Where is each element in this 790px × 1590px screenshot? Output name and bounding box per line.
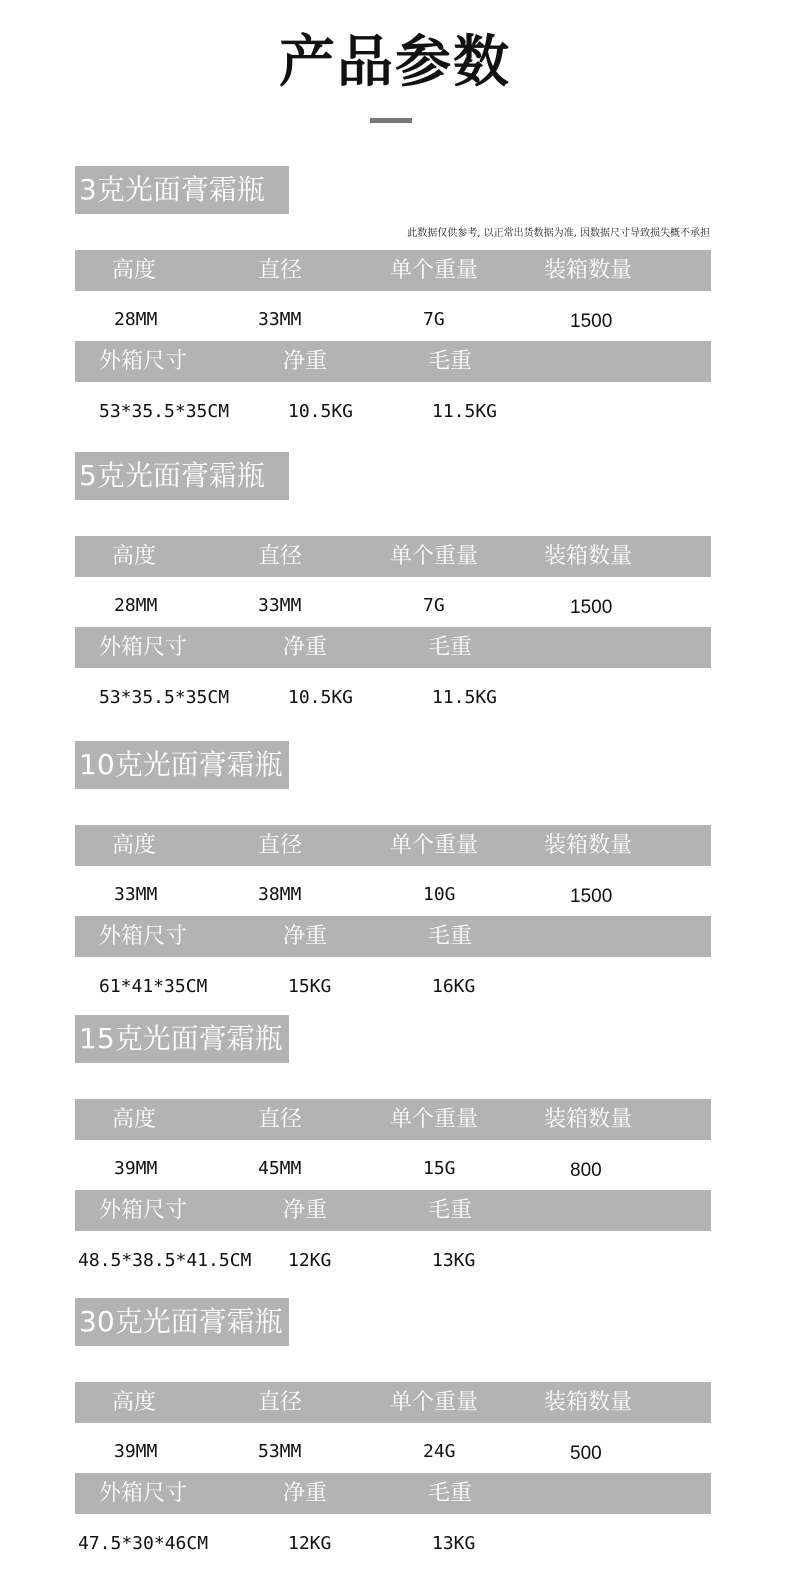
spec-header-row <box>75 250 711 291</box>
value-diameter: 33MM <box>258 595 302 616</box>
spec-header-row <box>75 825 711 866</box>
product-section <box>0 1015 790 1290</box>
product-section <box>0 452 790 732</box>
value-diameter: 38MM <box>258 884 302 905</box>
value-height: 28MM <box>114 595 158 616</box>
header-gross-weight: 毛重 <box>428 1198 473 1223</box>
value-diameter: 45MM <box>258 1158 302 1179</box>
value-weight: 7G <box>423 595 445 616</box>
box-header-row <box>75 1190 711 1231</box>
header-net-weight: 净重 <box>283 924 328 949</box>
value-height: 39MM <box>114 1158 158 1179</box>
value-gross-weight: 11.5KG <box>432 401 498 422</box>
page-title: 产品参数 <box>279 30 511 95</box>
header-box-size: 外箱尺寸 <box>99 1198 188 1223</box>
value-box-size: 53*35.5*35CM <box>99 401 230 422</box>
value-box-size: 47.5*30*46CM <box>78 1533 209 1554</box>
value-quantity: 800 <box>570 1160 602 1181</box>
value-net-weight: 10.5KG <box>288 687 354 708</box>
value-box-size: 48.5*38.5*41.5CM <box>78 1250 252 1271</box>
product-name-tag: 30克光面膏霜瓶 <box>75 1298 289 1346</box>
value-gross-weight: 16KG <box>432 976 476 997</box>
header-net-weight: 净重 <box>283 1198 328 1223</box>
header-height: 高度 <box>112 1107 157 1132</box>
header-height: 高度 <box>112 1390 157 1415</box>
header-weight: 单个重量 <box>390 1390 479 1415</box>
header-gross-weight: 毛重 <box>428 349 473 374</box>
value-diameter: 53MM <box>258 1441 302 1462</box>
header-box-size: 外箱尺寸 <box>99 635 188 660</box>
header-height: 高度 <box>112 258 157 283</box>
header-diameter: 直径 <box>258 1390 303 1415</box>
product-name-tag: 15克光面膏霜瓶 <box>75 1015 289 1063</box>
header-height: 高度 <box>112 833 157 858</box>
value-diameter: 33MM <box>258 309 302 330</box>
header-gross-weight: 毛重 <box>428 924 473 949</box>
header-gross-weight: 毛重 <box>428 1481 473 1506</box>
header-net-weight: 净重 <box>283 635 328 660</box>
value-height: 39MM <box>114 1441 158 1462</box>
value-net-weight: 12KG <box>288 1533 332 1554</box>
value-height: 28MM <box>114 309 158 330</box>
header-quantity: 装箱数量 <box>544 833 633 858</box>
value-quantity: 500 <box>570 1443 602 1464</box>
header-weight: 单个重量 <box>390 833 479 858</box>
header-diameter: 直径 <box>258 833 303 858</box>
value-height: 33MM <box>114 884 158 905</box>
header-quantity: 装箱数量 <box>544 1107 633 1132</box>
header-weight: 单个重量 <box>390 258 479 283</box>
header-box-size: 外箱尺寸 <box>99 1481 188 1506</box>
value-weight: 24G <box>423 1441 456 1462</box>
value-weight: 15G <box>423 1158 456 1179</box>
product-section <box>0 741 790 1011</box>
header-weight: 单个重量 <box>390 1107 479 1132</box>
value-gross-weight: 13KG <box>432 1533 476 1554</box>
header-weight: 单个重量 <box>390 544 479 569</box>
header-quantity: 装箱数量 <box>544 258 633 283</box>
value-net-weight: 10.5KG <box>288 401 354 422</box>
value-quantity: 1500 <box>570 886 613 907</box>
header-quantity: 装箱数量 <box>544 1390 633 1415</box>
value-quantity: 1500 <box>570 311 613 332</box>
box-header-row <box>75 916 711 957</box>
product-name-tag: 10克光面膏霜瓶 <box>75 741 289 789</box>
header-diameter: 直径 <box>258 258 303 283</box>
product-section <box>0 1298 790 1588</box>
box-header-row <box>75 627 711 668</box>
header-gross-weight: 毛重 <box>428 635 473 660</box>
box-header-row <box>75 1473 711 1514</box>
disclaimer-note: 此数据仅供参考, 以正常出货数据为准, 因数据尺寸导致损失概不承担 <box>407 228 710 239</box>
value-net-weight: 12KG <box>288 1250 332 1271</box>
value-weight: 7G <box>423 309 445 330</box>
header-net-weight: 净重 <box>283 1481 328 1506</box>
header-diameter: 直径 <box>258 1107 303 1132</box>
product-section <box>0 166 790 446</box>
header-diameter: 直径 <box>258 544 303 569</box>
spec-header-row <box>75 536 711 577</box>
value-net-weight: 15KG <box>288 976 332 997</box>
product-name-tag: 5克光面膏霜瓶 <box>75 452 289 500</box>
value-weight: 10G <box>423 884 456 905</box>
product-name-tag: 3克光面膏霜瓶 <box>75 166 289 214</box>
spec-header-row <box>75 1099 711 1140</box>
value-gross-weight: 11.5KG <box>432 687 498 708</box>
box-header-row <box>75 341 711 382</box>
header-height: 高度 <box>112 544 157 569</box>
header-box-size: 外箱尺寸 <box>99 349 188 374</box>
value-box-size: 53*35.5*35CM <box>99 687 230 708</box>
header-quantity: 装箱数量 <box>544 544 633 569</box>
header-box-size: 外箱尺寸 <box>99 924 188 949</box>
title-underline <box>370 118 412 123</box>
header-net-weight: 净重 <box>283 349 328 374</box>
value-quantity: 1500 <box>570 597 613 618</box>
spec-header-row <box>75 1382 711 1423</box>
value-gross-weight: 13KG <box>432 1250 476 1271</box>
value-box-size: 61*41*35CM <box>99 976 208 997</box>
